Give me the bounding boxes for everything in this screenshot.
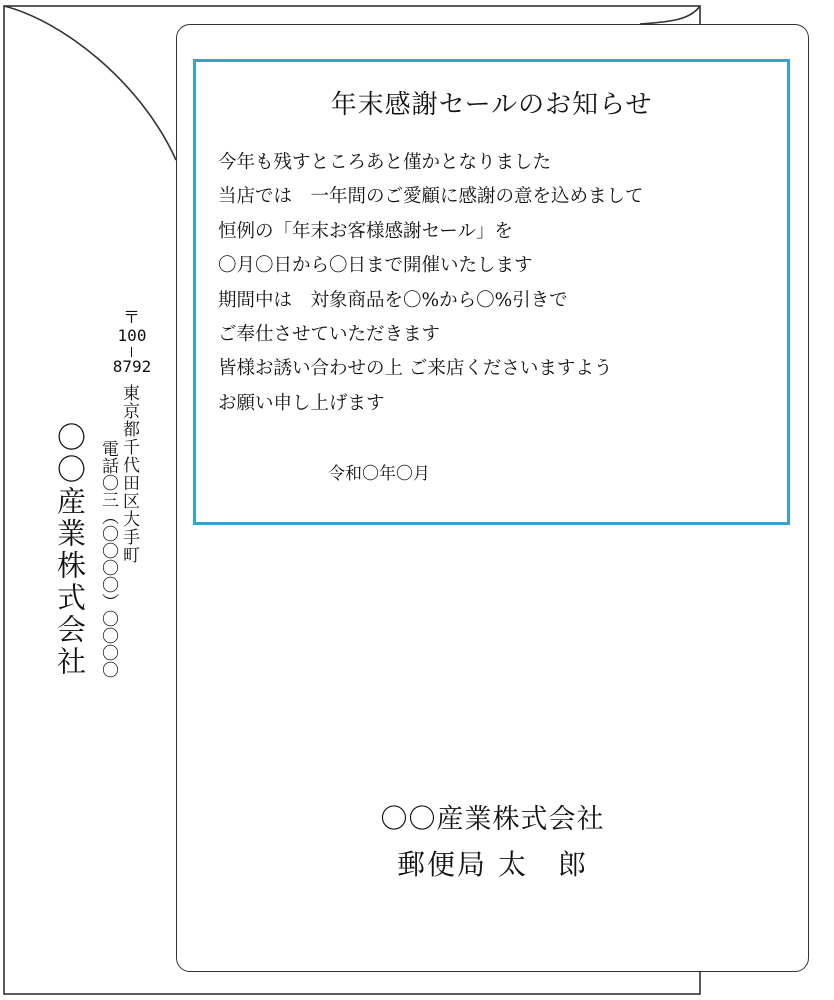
notice-body bbox=[218, 146, 644, 421]
notice-line: 期間中は 対象商品を〇%から〇%引きで bbox=[218, 289, 568, 311]
notice-line: ご奉仕させていただきます bbox=[218, 323, 441, 345]
notice-line: 当店では 一年間のご愛顧に感謝の意を込めまして bbox=[218, 186, 644, 208]
notice-title: 年末感謝セールのお知らせ bbox=[330, 90, 653, 120]
signature-name: 郵便局 太 郎 bbox=[397, 848, 588, 881]
postal-code-top: 100 bbox=[117, 326, 147, 345]
notice-line: 恒例の「年末お客様感謝セール」を bbox=[218, 220, 513, 242]
sender-phone: 電話〇三（〇〇〇〇）〇〇〇〇 bbox=[98, 440, 118, 678]
notice-line: 皆様お誘い合わせの上 ご来店くださいますよう bbox=[218, 358, 613, 380]
signature-company: 〇〇産業株式会社 bbox=[380, 804, 605, 835]
notice-line: お願い申し上げます bbox=[218, 392, 385, 414]
notice-line: 〇月〇日から〇日まで開催いたします bbox=[218, 255, 533, 277]
postal-code-dash bbox=[131, 347, 132, 357]
postal-code-bottom: 8792 bbox=[112, 357, 152, 376]
sender-company: 〇〇産業株式会社 bbox=[53, 422, 87, 678]
postal-mark: 〒 bbox=[123, 308, 140, 328]
notice-frame bbox=[193, 59, 790, 525]
notice-line: 今年も残すところあと僅かとなりました bbox=[218, 152, 552, 173]
sender-address: 東京都千代田区大手町 bbox=[119, 384, 139, 564]
notice-date: 令和〇年〇月 bbox=[328, 464, 430, 484]
